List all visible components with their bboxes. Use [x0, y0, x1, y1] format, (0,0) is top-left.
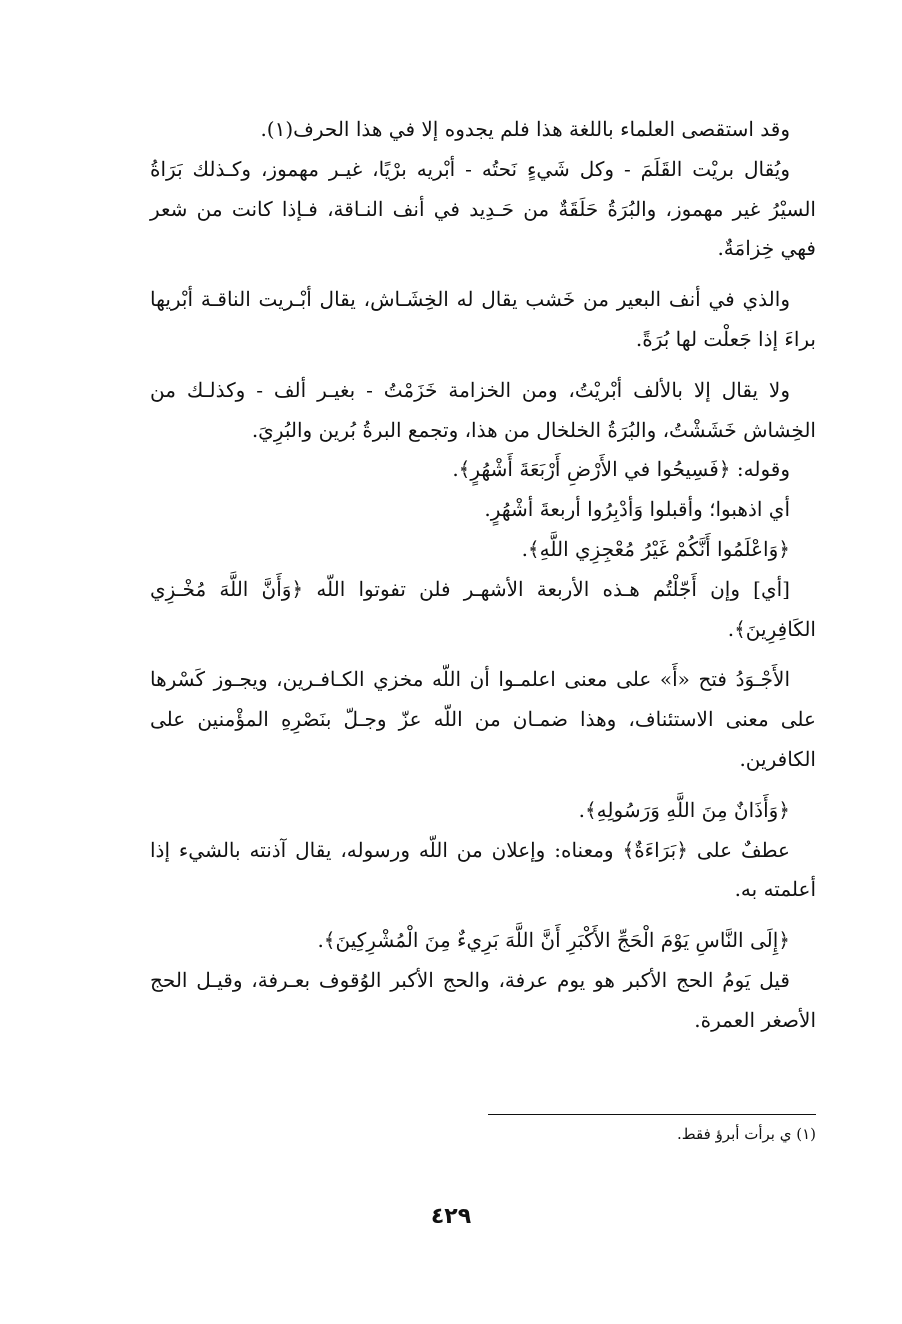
main-text — [150, 110, 816, 1041]
quran-verse-line: ﴿إِلَى النَّاسِ يَوْمَ الْحَجِّ الأَكْبَرِ أَنَّ اللَّهَ بَرِيءٌ مِنَ الْمُشْرِكِينَ﴾. — [317, 928, 790, 953]
footnote: (١) ي برأت أبرؤ فقط. — [677, 1125, 816, 1143]
paragraph: ولا يقال إلا بالألف أبْريْتُ، ومن الخزامة خَزَمْتُ - بغيـر ألف - وكذلـك من الخِشاش خَشَشْتُ، والبُرَةُ الخلخال من هذا، وتجمع البرةُ بُرين والبُرِيَ. — [150, 377, 816, 442]
paragraph: قيل يَومُ الحج الأكبر هو يوم عرفة، والحج الأكبر الوُقوف بعـرفة، وقيـل الحج الأصغر العمرة. — [150, 967, 816, 1032]
paragraph: ويُقال بريْت القَلَمَ - وكل شَيءٍ نَحتُه - أبْريه برْيًا، غيـر مهموز، وكـذلك بَرَاةُ السيْرُ غير مهموز، والبُرَةُ حَلَقَةٌ من حَـدِيد في أنف النـاقة، فـإذا كانت من شعر فهي خِزامَةٌ. — [150, 156, 816, 261]
paragraph: [أي] وإن أَجّلْتُم هـذه الأربعة الأشهـر فلن تفوتوا اللّه ﴿وَأَنَّ اللَّهَ مُخْـزِي الكَافِرِينَ﴾. — [150, 576, 816, 641]
paragraph: أي اذهبوا؛ وأقبلوا وَأدْبِرُوا أربعةَ أشْهُرٍ. — [484, 497, 790, 522]
paragraph: الأَجْـوَدُ فتح «أَ» على معنى اعلمـوا أن اللّه مخزي الكـافـرين، ويجـوز كَسْرها على معنى الاستئناف، وهذا ضمـان من اللّه عزّ وجـلّ بنَصْرِهِ المؤْمنين على الكافرين. — [150, 667, 816, 771]
footnote-divider — [488, 1114, 816, 1115]
quran-verse-line: ﴿وَاعْلَمُوا أَنَّكُمْ غَيْرُ مُعْجِزِي اللَّهِ﴾. — [521, 536, 790, 561]
page-number: ٤٢٩ — [430, 1204, 472, 1229]
paragraph: والذي في أنف البعير من خَشب يقال له الخِشَـاش، يقال أبْـريت الناقـة أبْريها براءَ إذا جَعلْت لها بُرَةً. — [150, 287, 816, 351]
paragraph: عطفٌ على ﴿بَرَاءَةٌ﴾ ومعناه: وإعلان من اللّه ورسوله، يقال آذنته بالشيء إذا أعلمته به. — [150, 837, 816, 902]
quran-verse-line: وقوله: ﴿فَسِيحُوا في الأَرْضِ أَرْبَعَةَ أَشْهُرٍ﴾. — [452, 457, 790, 482]
quran-verse-line: ﴿وَأَذَانٌ مِنَ اللَّهِ وَرَسُولِهِ﴾. — [578, 797, 790, 822]
paragraph: وقد استقصى العلماء باللغة هذا فلم يجدوه إلا في هذا الحرف(١). — [260, 117, 790, 141]
